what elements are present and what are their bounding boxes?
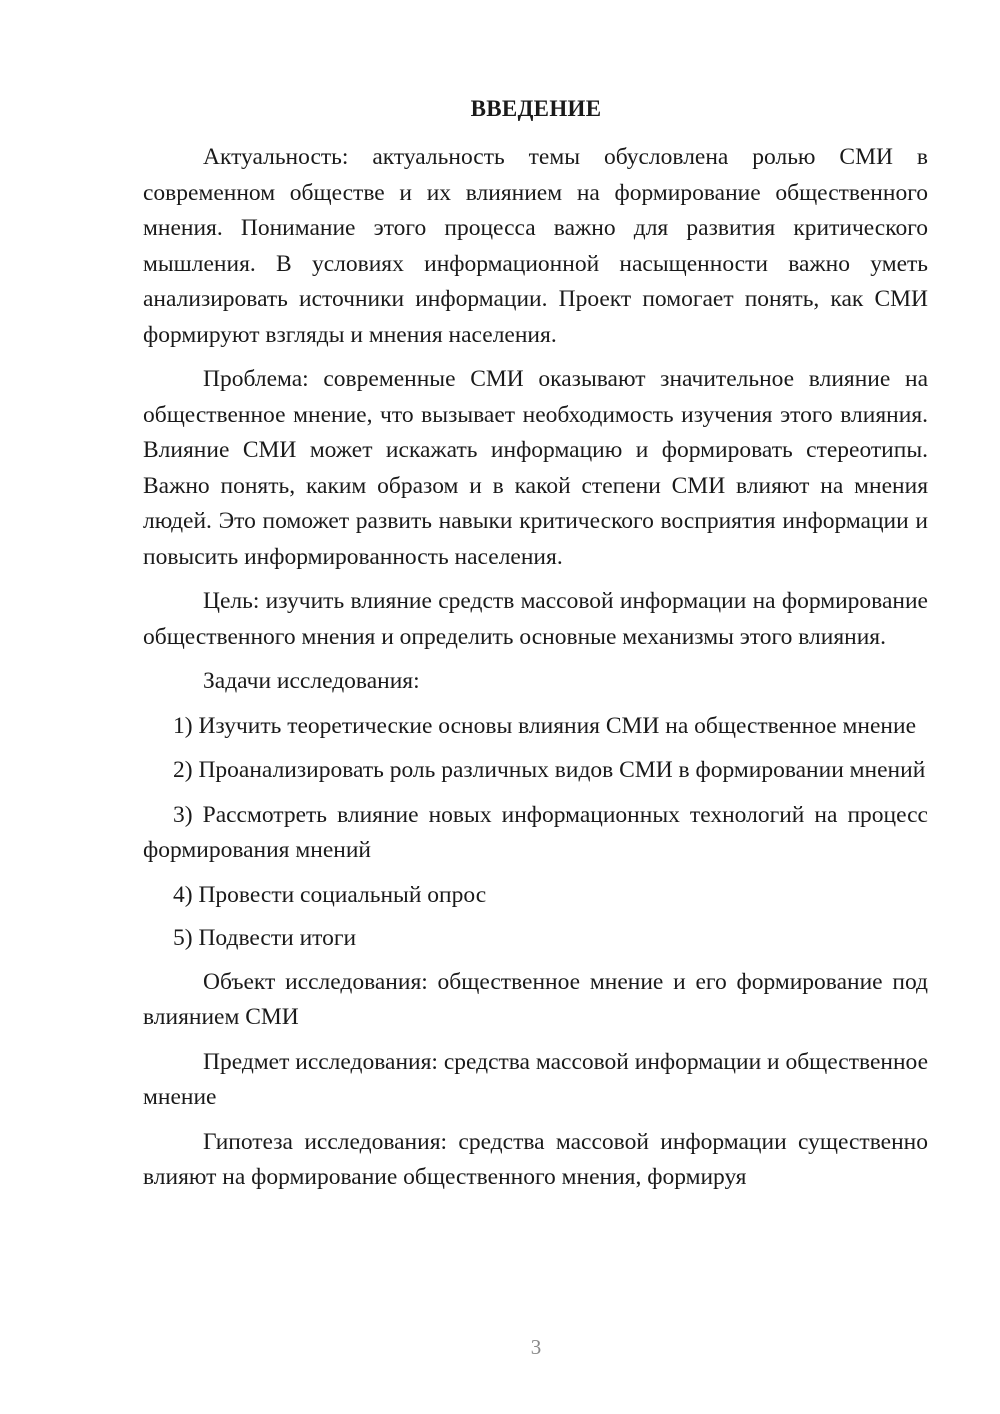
paragraph-goal: Цель: изучить влияние средств массовой информации на формирование общественного мнения и определить основные механизмы этого влияния. bbox=[143, 588, 928, 650]
document-body bbox=[143, 140, 928, 1205]
task-item-3: 3) Рассмотреть влияние новых информационных технологий на процесс формирования мнений bbox=[143, 801, 928, 863]
task-item-1: 1) Изучить теоретические основы влияния СМИ на общественное мнение bbox=[173, 712, 917, 739]
page-heading: ВВЕДЕНИЕ bbox=[470, 96, 602, 121]
paragraph-problem: Проблема: современные СМИ оказывают значительное влияние на общественное мнение, что вызывает необходимость изучения этого влияния. Влияние СМИ может искажать информацию и формировать стереотипы. Важно понять, каким образом и в какой степени СМИ влияют на мнения людей. Это поможет развить навыки критического восприятия информации и повысить информированность населения. bbox=[143, 366, 928, 570]
paragraph-subject: Предмет исследования: средства массовой информации и общественное мнение bbox=[143, 1048, 929, 1110]
paragraph-hypothesis: Гипотеза исследования: средства массовой информации существенно влияют на формирование общественного мнения, формируя bbox=[143, 1128, 928, 1190]
paragraph-object: Объект исследования: общественное мнение и его формирование под влиянием СМИ bbox=[143, 968, 928, 1030]
paragraph-relevance: Актуальность: актуальность темы обусловлена ролью СМИ в современном обществе и их влиянием на формирование общественного мнения. Понимание этого процесса важно для развития критического мышления. В условиях информационной насыщенности важно уметь анализировать источники информации. Проект помогает понять, как СМИ формируют взгляды и мнения населения. bbox=[143, 144, 928, 348]
tasks-title: Задачи исследования: bbox=[203, 668, 420, 694]
task-item-2: 2) Проанализировать роль различных видов СМИ в формировании мнений bbox=[173, 757, 926, 783]
page-number: 3 bbox=[530, 1335, 542, 1359]
task-item-4: 4) Провести социальный опрос bbox=[173, 881, 487, 908]
task-item-5: 5) Подвести итоги bbox=[173, 925, 357, 951]
